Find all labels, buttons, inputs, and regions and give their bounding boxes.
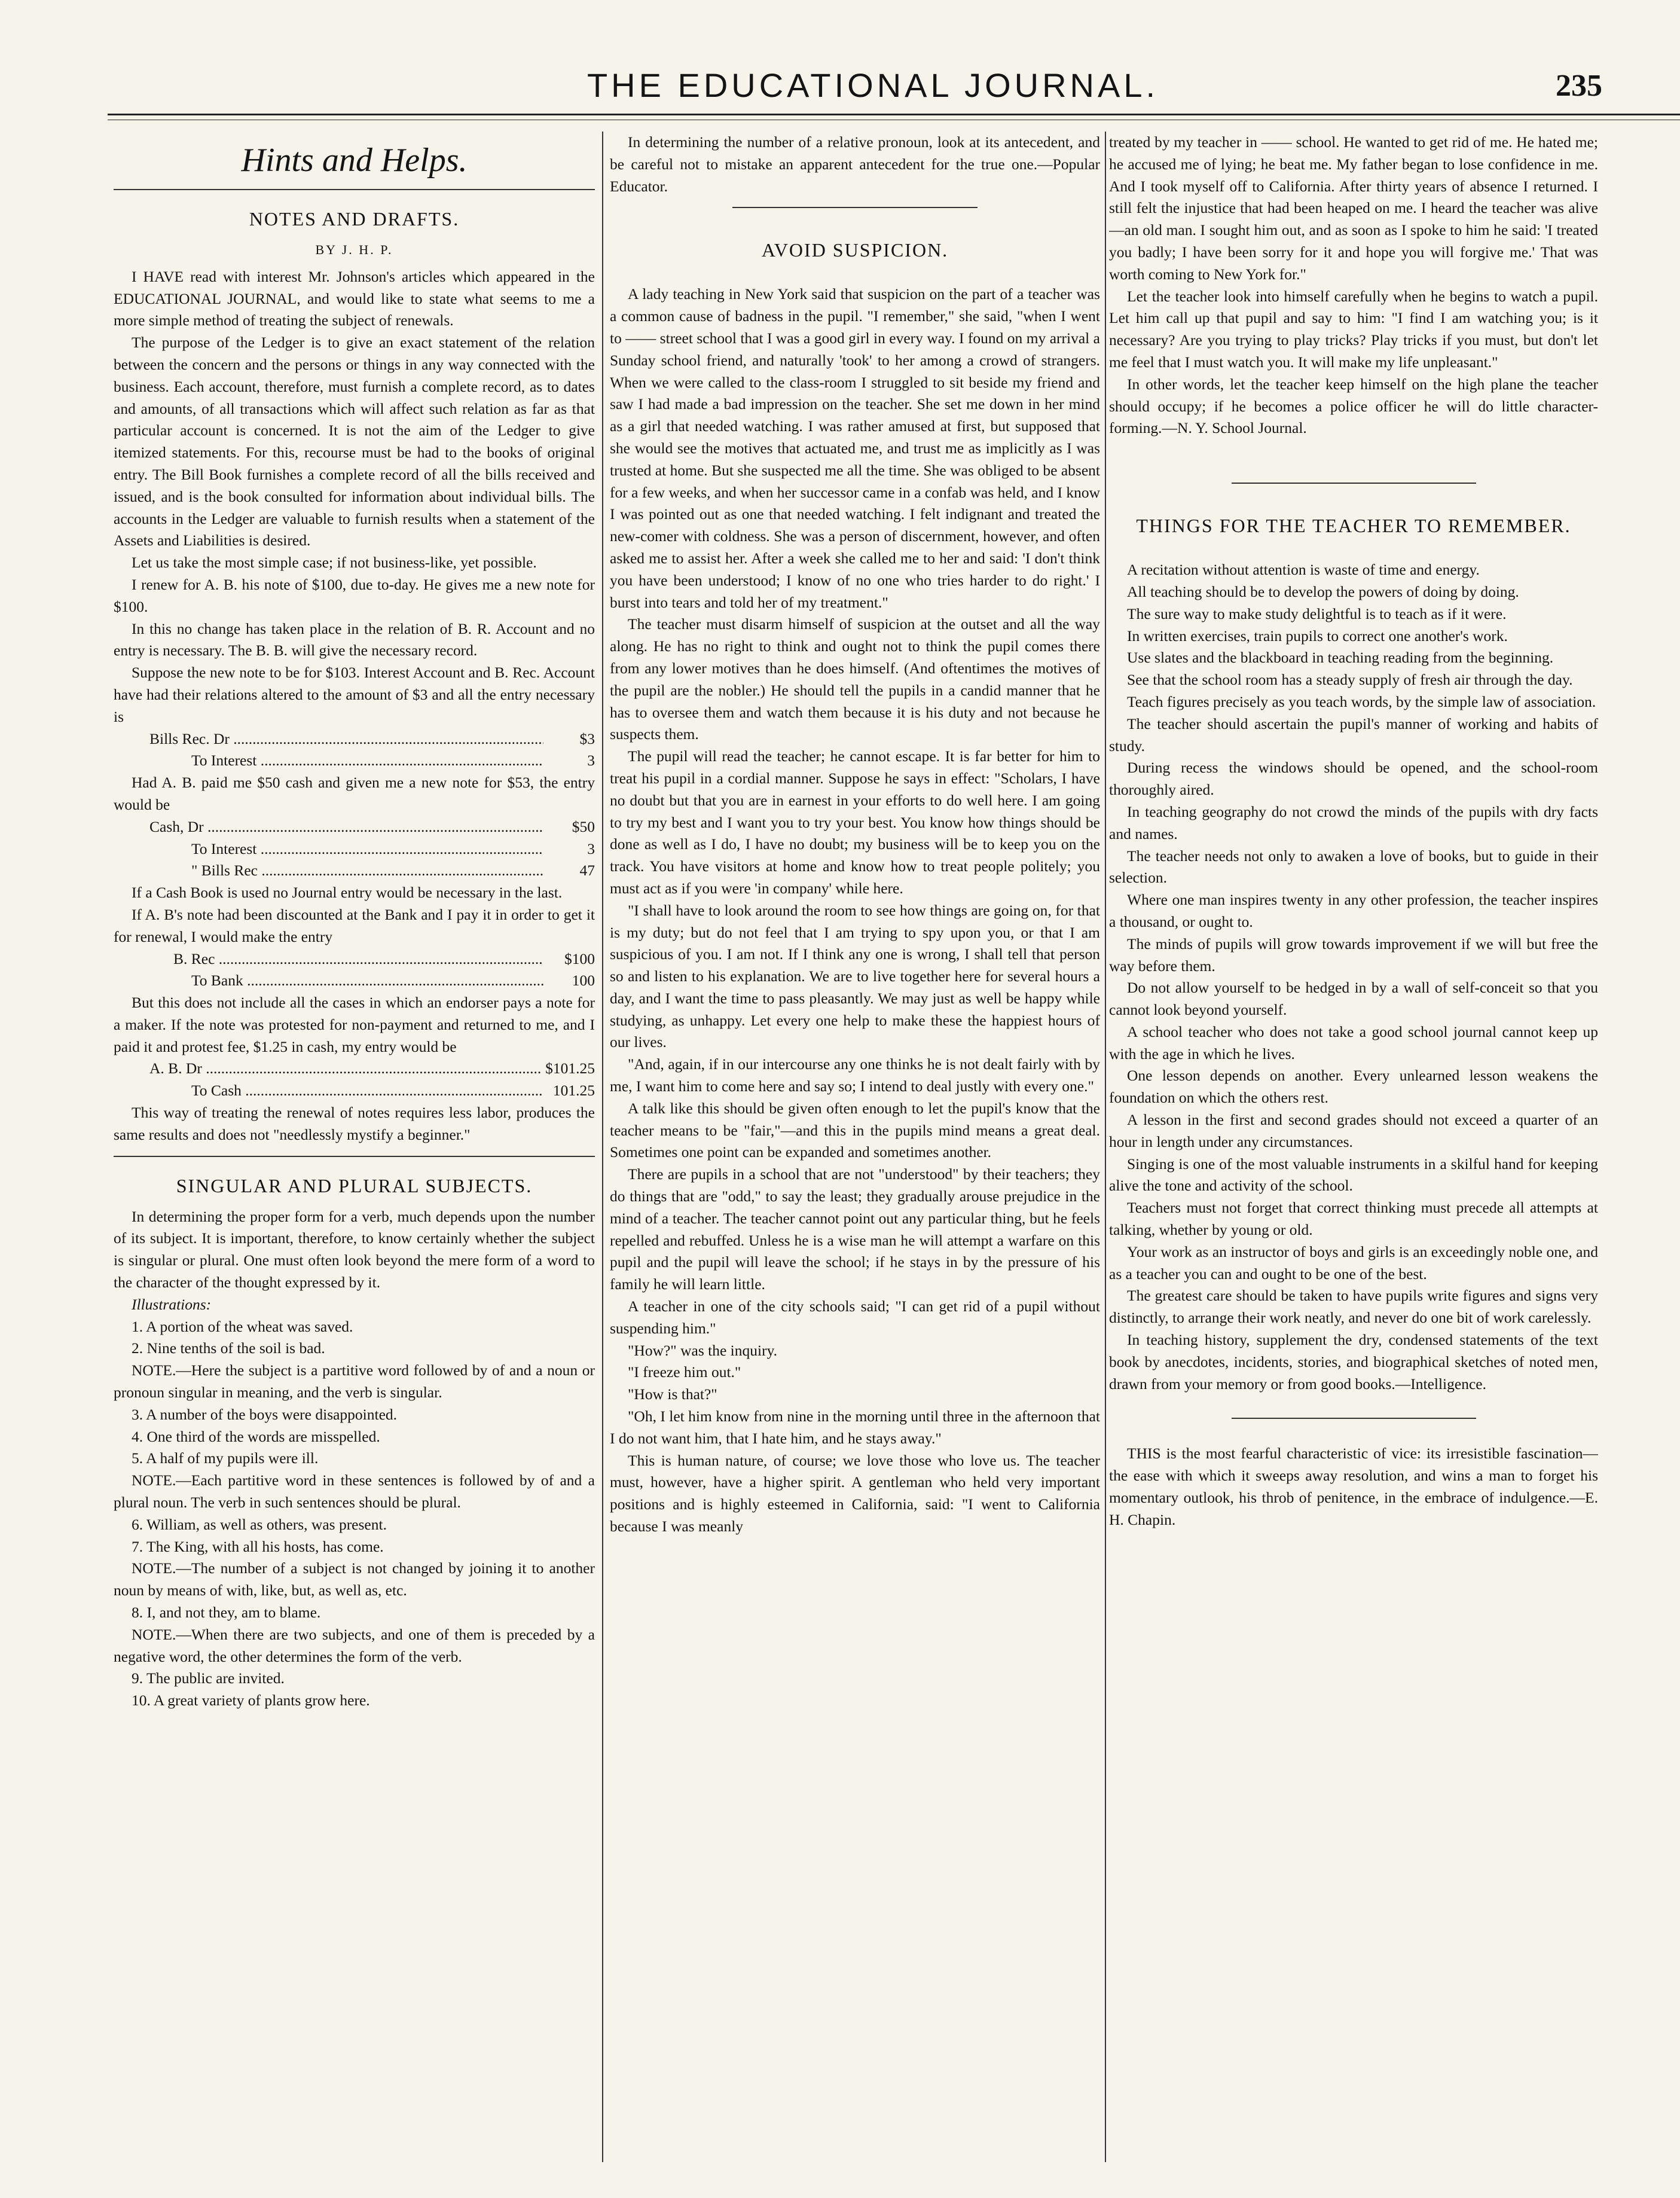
ledger-entry <box>114 948 595 970</box>
remember-item: The sure way to make study delightful is to teach as if it were. <box>1127 605 1507 622</box>
remember-item: Use slates and the blackboard in teaching reading from the beginning. <box>1127 649 1554 667</box>
paragraph: Let the teacher look into himself carefully when he begins to watch a pupil. Let him call up that pupil and say to him: "I find I am watching you; is it necessary? Are you trying to play tricks? Play tricks if you must, but don't let me feel that I must watch you. It will make my life unpleasant." <box>1109 287 1598 371</box>
paragraph: A lady teaching in New York said that suspicion on the part of a teacher was a common cause of badness in the pupil. "I remember," she said, "when I went to —— street school that I was a good girl in every way. I found on my arrival a Sunday school friend, and naturally 'took' to her among a crowd of strangers. When we were called to the class-room I struggled to sit beside my friend and saw I had made a bad impression on the teacher. She set me down in her mind as a girl that needed watching. I was rather amused at first, but supposed that she would see the motives that actuated me, and trust me as implicitly as I was trusted at home. But she suspected me all the time. She was obliged to be absent for a few weeks, and when her successor came in a confab was held, and I know I was pointed out as one that needed watching. I felt indignant and treated the new-comer with coldness. She was a person of discernment, however, and often asked me to assist her. After a week she called me to her and said: 'I don't think you have been understood; I know of no one who tries harder to do right.' I burst into tears and told her of my treatment." <box>610 285 1100 611</box>
entry-account: To Cash ..... <box>191 1080 543 1102</box>
paragraph: "I shall have to look around the room to see how things are going on, for that is my duty; but do not feel that I am trying to spy upon you, or that I am suspicious of you. I am not. If I think any one is wrong, I shall tell that person so and listen to his explanation. We are to live together here for several hours a day, and I want the time to pass pleasantly. We may just as well be happy while studying, as unhappy. Let every one help to make these the happiest hours of our lives. <box>610 901 1100 1051</box>
remember-item: See that the school room has a steady supply of fresh air through the day. <box>1127 671 1573 689</box>
paragraph: "Oh, I let him know from nine in the morning until three in the afternoon that I do not want him, that I hate him, and he stays away." <box>610 1408 1100 1447</box>
header-rule <box>108 114 1680 115</box>
spacer <box>610 270 1100 283</box>
entry-account: A. B. Dr ..... <box>149 1058 542 1080</box>
entry-amount: $3 <box>579 729 595 747</box>
remember-item: Do not allow yourself to be hedged in by a wall of self-conceit so that you cannot look beyond yourself. <box>1109 979 1598 1019</box>
paragraph: But this does not include all the cases in which an endorser pays a note for a maker. If the note was protested for non-payment and returned to me, and I paid it and protest fee, $1.25 in cash, my entry would be <box>114 994 595 1055</box>
divider <box>1232 483 1476 484</box>
entry-account: To Interest ..... <box>191 838 543 860</box>
paragraph: The teacher must disarm himself of suspicion at the outset and all the way along. He has no right to think and ought not to think the pupil comes there from any lower motives than he does himself. (And oftentimes the motives of the pupil are the nobler.) He should tell the pupils in a candid manner that he has to oversee them and watch them because it is his duty and not because he suspects them. <box>610 615 1100 743</box>
section-title: Hints and Helps. <box>241 142 468 179</box>
entry-account: To Interest ..... <box>191 750 543 772</box>
article-heading: SINGULAR AND PLURAL SUBJECTS. <box>176 1174 533 1196</box>
example-item: 7. The King, with all his hosts, has come. <box>132 1537 384 1555</box>
spacer <box>1109 1430 1598 1443</box>
divider <box>114 189 595 190</box>
article-heading: THINGS FOR THE TEACHER TO REMEMBER. <box>1136 515 1571 537</box>
remember-item: In written exercises, train pupils to correct one another's work. <box>1127 627 1508 645</box>
entry-account: B. Rec ..... <box>173 948 543 970</box>
paragraph: Had A. B. paid me $50 cash and given me a new note for $53, the entry would be <box>114 774 595 813</box>
example-item: 10. A great variety of plants grow here. <box>132 1692 370 1709</box>
entry-account: Bills Rec. Dr ..... <box>149 728 543 750</box>
spacer <box>1109 439 1598 473</box>
note: NOTE.—Here the subject is a partitive word followed by of and a noun or pronoun singular in meaning, and the verb is singular. <box>114 1361 595 1402</box>
note: NOTE.—The number of a subject is not changed by joining it to another noun by means of with, like, but, as well as, etc. <box>114 1559 595 1599</box>
ledger-entry <box>114 838 595 860</box>
remember-item: The teacher needs not only to awaken a love of books, but to guide in their selection. <box>1109 847 1598 887</box>
example-item: 5. A half of my pupils were ill. <box>132 1449 319 1467</box>
example-item: 1. A portion of the wheat was saved. <box>132 1317 353 1335</box>
paragraph: A talk like this should be given often enough to let the pupil's know that the teacher means to be "fair,"—and this in the pupils mind means a great deal. Sometimes one point can be expanded and sometimes another. <box>610 1099 1100 1161</box>
remember-item: A lesson in the first and second grades should not exceed a quarter of an hour in length under any circumstances. <box>1109 1111 1598 1150</box>
spacer <box>1109 546 1598 559</box>
divider <box>732 207 978 208</box>
paragraph: In determining the number of a relative pronoun, look at its antecedent, and be careful not to mistake an apparent antecedent for the true one.—Popular Educator. <box>610 133 1100 195</box>
paragraph: There are pupils in a school that are not "understood" by their teachers; they do things that are "odd," to say the least; they gradually arouse prejudice in the mind of a teacher. The teacher cannot point out any particular thing, but he feels repelled and rebuffed. Unless he is a wise man he will attempt a warfare on this pupil and the pupil will leave the school; if he stays in by the pressure of his family he will learn little. <box>610 1165 1100 1293</box>
divider <box>1232 1418 1476 1419</box>
paragraph: Let us take the most simple case; if not business-like, yet possible. <box>132 554 537 572</box>
example-item: 6. William, as well as others, was present. <box>132 1515 387 1533</box>
paragraph: The pupil will read the teacher; he cannot escape. It is far better for him to treat his pupil in a cordial manner. Suppose he says in effect: "Scholars, I have no doubt but that you are in earnest in your efforts to do well here. I am going to try my best and I want you to try your best. You know how things should be done as well as I do, I have no doubt; my business will be to keep you on the track. You have visitors at home and know how to treat people politely; you must act as if you were 'in company' while here. <box>610 747 1100 897</box>
paragraph: In determining the proper form for a verb, much depends upon the number of its subject. It is important, therefore, to know certainly whether the subject is singular or plural. One must often look beyond the mere form of a word to the character of the thought expressed by it. <box>114 1207 595 1292</box>
paragraph: A teacher in one of the city schools said; "I can get rid of a pupil without suspending him." <box>610 1298 1100 1337</box>
example-item: 4. One third of the words are misspelled. <box>132 1427 380 1445</box>
column-3 <box>1109 132 1598 2132</box>
paragraph: "How?" was the inquiry. <box>628 1341 778 1359</box>
spacer <box>1109 494 1598 508</box>
entry-amount: 3 <box>587 839 595 857</box>
paragraph: In this no change has taken place in the relation of B. R. Account and no entry is necessary. The B. B. will give the necessary record. <box>114 619 595 660</box>
remember-item: In teaching geography do not crowd the minds of the pupils with dry facts and names. <box>1109 802 1598 842</box>
remember-item: A school teacher who does not take a good school journal cannot keep up with the age in which he lives. <box>1109 1022 1598 1063</box>
entry-amount: $101.25 <box>545 1060 595 1077</box>
illustrations-label: Illustrations: <box>132 1295 212 1313</box>
spacer <box>1109 1395 1598 1408</box>
example-item: 3. A number of the boys were disappointed. <box>132 1405 398 1423</box>
divider <box>114 1156 595 1157</box>
ledger-entry <box>114 728 595 750</box>
paragraph: This is human nature, of course; we love those who love us. The teacher must, however, have a higher spirit. A gentleman who held very important positions and is highly esteemed in California, said: "I went to California because I was meanly <box>610 1451 1100 1535</box>
remember-item: One lesson depends on another. Every unlearned lesson weakens the foundation on which the others rest. <box>1109 1067 1598 1107</box>
closing-paragraph: THIS is the most fearful characteristic of vice: its irresistible fascination—the ease with which it sweeps away resolution, and wins a man to forget his momentary outlook, his throb of penitence, in the embrace of indulgence.—E. H. Chapin. <box>1109 1445 1598 1528</box>
paragraph: "And, again, if in our intercourse any one thinks he is not dealt fairly with by me, I want him to come here and say so; I intend to deal justly with every one." <box>610 1055 1100 1095</box>
journal-title: THE EDUCATIONAL JOURNAL. <box>587 66 1159 104</box>
entry-amount: 101.25 <box>552 1082 595 1100</box>
column-1 <box>114 132 595 2132</box>
article-heading: NOTES AND DRAFTS. <box>249 208 460 230</box>
entry-account: To Bank ..... <box>191 970 543 992</box>
article-heading: AVOID SUSPICION. <box>761 239 949 261</box>
remember-item: All teaching should be to develop the powers of doing by doing. <box>1127 582 1519 600</box>
note: NOTE.—Each partitive word in these sentences is followed by of and a plural noun. The verb in such sentences should be plural. <box>114 1472 595 1512</box>
spacer <box>610 219 1100 232</box>
remember-item: The minds of pupils will grow towards improvement if we will but free the way before them. <box>1109 935 1598 975</box>
ledger-entry <box>114 1058 595 1080</box>
remember-item: Teachers must not forget that correct thinking must precede all attempts at talking, whether by young or old. <box>1109 1199 1598 1239</box>
column-2 <box>610 132 1100 2132</box>
paragraph: I renew for A. B. his note of $100, due to-day. He gives me a new note for $100. <box>114 575 595 615</box>
entry-account: Cash, Dr ..... <box>149 816 543 838</box>
example-item: 2. Nine tenths of the soil is bad. <box>132 1339 325 1357</box>
paragraph: "How is that?" <box>628 1385 717 1403</box>
example-item: 9. The public are invited. <box>132 1669 285 1687</box>
ledger-entry <box>114 860 595 882</box>
page-number: 235 <box>1556 69 1602 103</box>
remember-item: The teacher should ascertain the pupil's manner of working and habits of study. <box>1109 715 1598 755</box>
remember-item: During recess the windows should be opened, and the school-room thoroughly aired. <box>1109 759 1598 799</box>
entry-amount: $50 <box>572 817 595 835</box>
remember-item: The greatest care should be taken to have pupils write figures and signs very distinctly, to arrange their work neatly, and never do one bit of work carelessly. <box>1109 1287 1598 1327</box>
column-divider <box>1105 132 1106 2162</box>
ledger-entry <box>114 1080 595 1102</box>
ledger-entry <box>114 970 595 992</box>
remember-item: Singing is one of the most valuable instruments in a skilful hand for keeping alive the tone and activity of the school. <box>1109 1155 1598 1195</box>
paragraph: If A. B's note had been discounted at the Bank and I pay it in order to get it for renewal, I would make the entry <box>114 905 595 945</box>
remember-item: Where one man inspires twenty in any other profession, the teacher inspires a thousand, or ought to. <box>1109 891 1598 930</box>
remember-item: Teach figures precisely as you teach words, by the simple law of association. <box>1127 692 1596 710</box>
entry-amount: 100 <box>572 972 595 990</box>
remember-item: Your work as an instructor of boys and girls is an exceedingly noble one, and as a teacher you can and ought to be one of the best. <box>1109 1243 1598 1283</box>
remember-item: In teaching history, supplement the dry, condensed statements of the text book by anecdotes, incidents, stories, and biographical sketches of noted men, drawn from your memory or from good books.—Intelligence. <box>1109 1331 1598 1393</box>
paragraph: In other words, let the teacher keep himself on the high plane the teacher should occupy; if he becomes a police officer he will do little character-forming.—N. Y. School Journal. <box>1109 375 1598 437</box>
paragraph: The purpose of the Ledger is to give an exact statement of the relation between the concern and the persons or things in any way connected with the business. Each account, therefore, must furnish a complete record, as to dates and amounts, of all transactions which will affect such relation as far as that particular account is concerned. It is not the aim of the Ledger to give itemized statements. For this, recourse must be had to the books of original entry. The Bill Book furnishes a complete record of all the bills received and issued, and is the book consulted for information about individual bills. The accounts in the Ledger are valuable to furnish results when a statement of the Assets and Liabilities is desired. <box>114 334 595 550</box>
column-divider <box>602 132 603 2162</box>
paragraph: This way of treating the renewal of notes requires less labor, produces the same results and does not "needlessly mystify a beginner." <box>114 1104 595 1143</box>
paragraph: Suppose the new note to be for $103. Interest Account and B. Rec. Account have had their relations altered to the amount of $3 and all the entry necessary is <box>114 664 595 725</box>
example-item: 8. I, and not they, am to blame. <box>132 1604 321 1622</box>
ledger-entry <box>114 750 595 772</box>
entry-amount: 47 <box>579 862 595 880</box>
note: NOTE.—When there are two subjects, and one of them is preceded by a negative word, the other determines the form of the verb. <box>114 1625 595 1665</box>
entry-amount: $100 <box>564 950 595 967</box>
remember-item: A recitation without attention is waste of time and energy. <box>1127 561 1480 579</box>
paragraph: treated by my teacher in —— school. He wanted to get rid of me. He hated me; he accused me of lying; he beat me. My father began to lose confidence in me. And I took myself off to California. After thirty years of absence I returned. I still felt the injustice that had been heaped on me. I heard the teacher was alive—an old man. I sought him out, and as soon as I spoke to him he said: 'I treated you badly; I have been sorry for it and hope you will forgive me.' That was worth coming to New York for." <box>1109 133 1598 283</box>
entry-amount: 3 <box>587 752 595 770</box>
ledger-entry <box>114 816 595 838</box>
entry-account: " Bills Rec ..... <box>191 860 543 882</box>
paragraph: I HAVE read with interest Mr. Johnson's articles which appeared in the EDUCATIONAL JOURNAL, and would like to state what seems to me a more simple method of treating the subject of renewals. <box>114 267 595 329</box>
paragraph: "I freeze him out." <box>628 1363 741 1381</box>
paragraph: If a Cash Book is used no Journal entry would be necessary in the last. <box>132 884 563 902</box>
byline: BY J. H. P. <box>315 242 393 257</box>
masthead <box>108 60 1638 114</box>
